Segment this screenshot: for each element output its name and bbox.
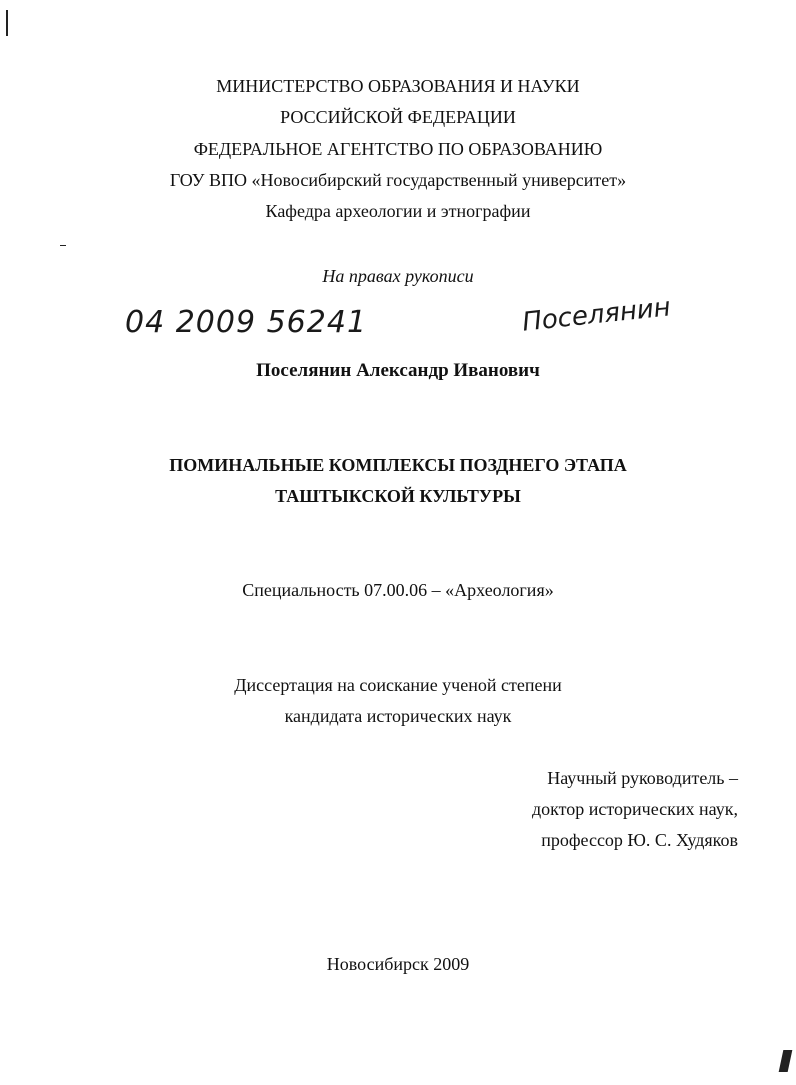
supervisor-line-3: профессор Ю. С. Худяков xyxy=(541,830,738,850)
degree-line-1: Диссертация на соискание ученой степени xyxy=(234,675,562,695)
supervisor-line-1: Научный руководитель – xyxy=(547,768,738,788)
university-line: ГОУ ВПО «Новосибирский государственный университет» xyxy=(169,170,627,190)
supervisor-line-2: доктор исторических наук, xyxy=(532,799,738,819)
thesis-title-line-2: ТАШТЫКСКОЙ КУЛЬТУРЫ xyxy=(275,486,521,506)
ministry-line-1: МИНИСТЕРСТВО ОБРАЗОВАНИЯ И НАУКИ xyxy=(216,76,580,96)
thesis-title-line-1: ПОМИНАЛЬНЫЕ КОМПЛЕКСЫ ПОЗДНЕГО ЭТАПА xyxy=(169,455,627,475)
degree-line-2: кандидата исторических наук xyxy=(284,706,512,726)
scan-artifact-bottom-right xyxy=(779,1050,793,1072)
scan-artifact-left-dash xyxy=(60,245,66,246)
agency-line: ФЕДЕРАЛЬНОЕ АГЕНТСТВО ПО ОБРАЗОВАНИЮ xyxy=(193,139,603,159)
scan-artifact-top-left xyxy=(6,10,8,36)
manuscript-note: На правах рукописи xyxy=(322,266,474,286)
handwritten-signature: Поселянин xyxy=(520,292,673,338)
city-year: Новосибирск 2009 xyxy=(326,954,470,974)
ministry-line-2: РОССИЙСКОЙ ФЕДЕРАЦИИ xyxy=(280,107,516,127)
department-line: Кафедра археологии и этнографии xyxy=(265,201,531,221)
handwritten-registration-number: 04 2009 56241 xyxy=(125,305,368,340)
specialty-line: Специальность 07.00.06 – «Археология» xyxy=(242,580,554,600)
author-name: Поселянин Александр Иванович xyxy=(256,360,540,381)
